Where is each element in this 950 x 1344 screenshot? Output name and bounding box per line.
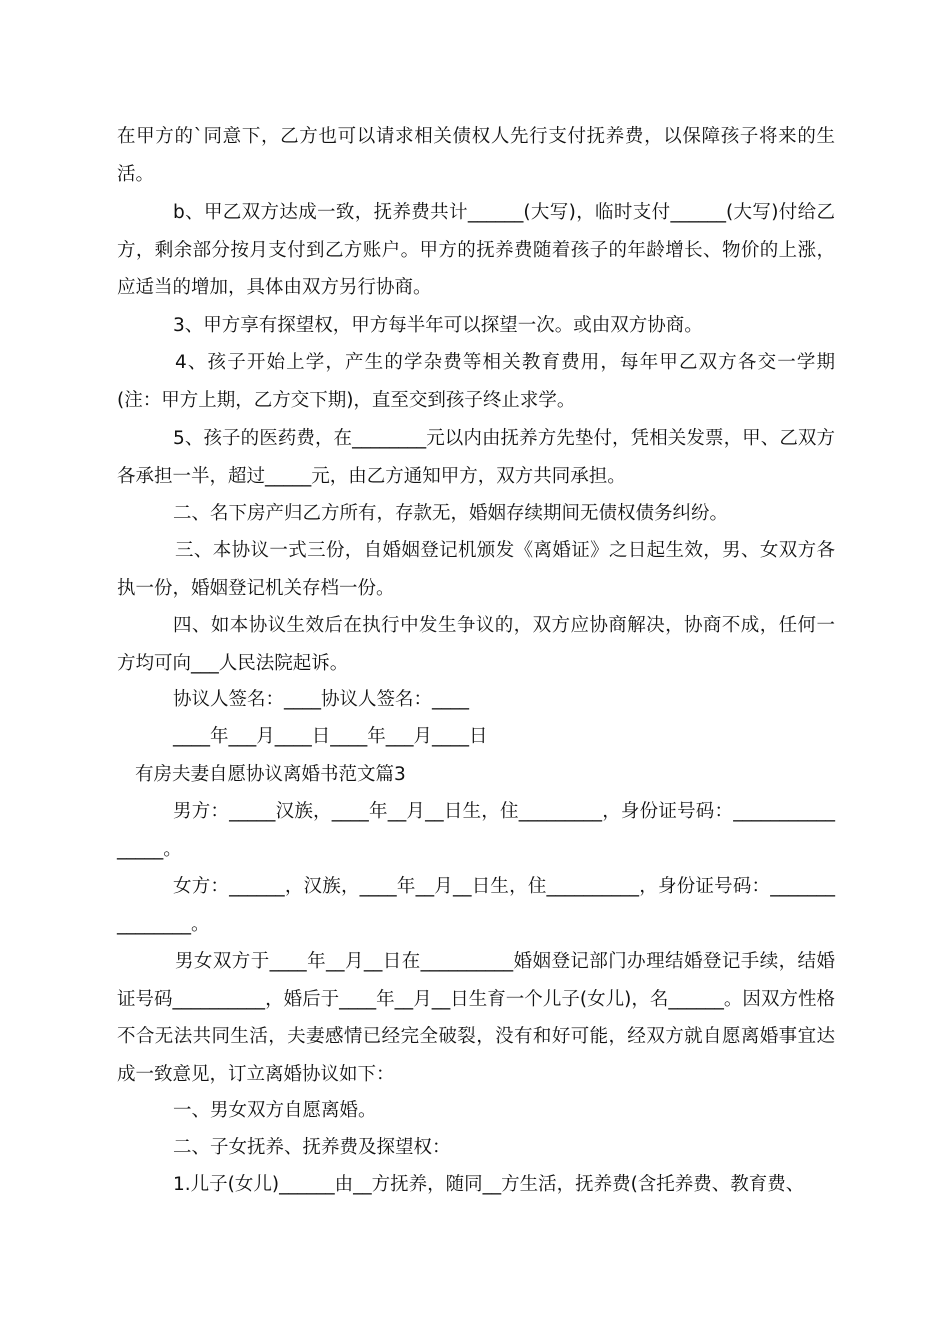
paragraph-female-party: 女方：______，汉族，____年__月__日生，住__________，身份证号码：_______________。 [117,876,835,935]
paragraph-male-party: 男方：_____汉族，____年__月__日生，住_________，身份证号码：________________。 [117,801,835,860]
section-heading: 有房夫妻自愿协议离婚书范文篇3 [135,764,406,785]
signature-line: 协议人签名：____协议人签名：____ [173,689,470,710]
paragraph-visitation-right: 3、甲方享有探望权，甲方每半年可以探望一次。或由双方协商。 [173,315,703,336]
paragraph-property: 二、名下房产归乙方所有，存款无，婚姻存续期间无债权债务纠纷。 [173,503,729,524]
paragraph-item-custody: 二、子女抚养、抚养费及探望权： [173,1137,451,1158]
paragraph-item-child: 1.儿子(女儿)______由__方抚养，随同__方生活，抚养费(含托养费、教育费、 [173,1174,805,1195]
paragraph-disputes: 四、如本协议生效后在执行中发生争议的，双方应协商解决，协商不成，任何一方均可向___人民法院起诉。 [117,615,835,674]
paragraph-marriage-intro: 男女双方于____年__月__日在__________婚姻登记部门办理结婚登记手续，结婚证号码__________，婚后于____年__月__日生育一个儿子(女儿)，名______。因双方性格不合无法共同生活，夫妻感情已经完全破裂，没有和好可能，经双方就自愿离婚事宜达成一致意见，订立离婚协议如下： [117,951,835,1085]
paragraph-education-fees: 4、孩子开始上学，产生的学杂费等相关教育费用，每年甲乙双方各交一学期(注：甲方上期，乙方交下期)，直至交到孩子终止求学。 [117,352,835,411]
paragraph-medical-fees: 5、孩子的医药费，在________元以内由抚养方先垫付，凭相关发票，甲、乙双方各承担一半，超过_____元，由乙方通知甲方，双方共同承担。 [117,428,835,487]
paragraph-support-guarantee: 在甲方的`同意下，乙方也可以请求相关债权人先行支付抚养费，以保障孩子将来的生活。 [117,126,835,185]
paragraph-support-amount: b、甲乙双方达成一致，抚养费共计______(大写)，临时支付______(大写)付给乙方，剩余部分按月支付到乙方账户。甲方的抚养费随着孩子的年龄增长、物价的上涨，应适当的增加，具体由双方另行协商。 [117,202,835,298]
paragraph-item-divorce: 一、男女双方自愿离婚。 [173,1100,377,1121]
paragraph-copies: 三、本协议一式三份，自婚姻登记机颁发《离婚证》之日起生效，男、女双方各执一份，婚姻登记机关存档一份。 [117,540,835,599]
date-line: ____年___月____日____年___月____日 [173,726,488,747]
